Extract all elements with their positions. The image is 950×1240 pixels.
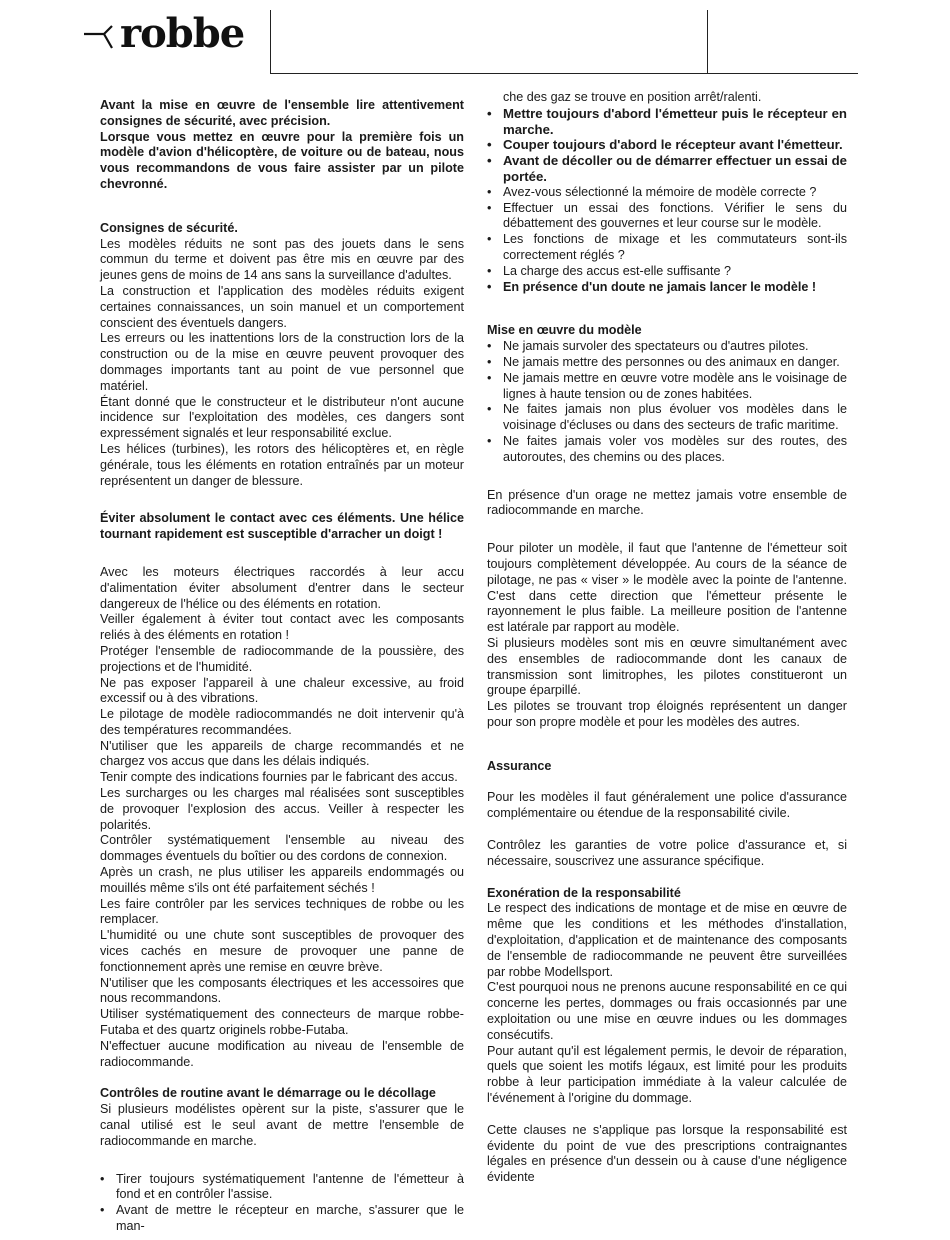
robbe-logo — [82, 10, 245, 57]
list-item: • Mettre toujours d'abord l'émetteur puis le récepteur en marche. — [487, 106, 847, 138]
paragraph: Les surcharges ou les charges mal réalisées sont susceptibles de provoquer l'explosion des accus. Veiller à respecter les polarités. — [100, 786, 464, 832]
checklist — [487, 106, 847, 296]
paragraph: Avec les moteurs électriques raccordés à leur accu d'alimentation éviter absolument d'entrer dans le secteur dangereux de l'hélice ou des éléments en rotation. — [100, 564, 464, 611]
paragraph: Protéger l'ensemble de radiocommande de la poussière, des projections et de l'humidité. — [100, 643, 464, 674]
paragraph: Contrôler systématiquement l'ensemble au niveau des dommages éventuels du boîtier ou des cordons de connexion. — [100, 833, 464, 864]
paragraph: Tenir compte des indications fournies par le fabricant des accus. — [100, 770, 458, 785]
paragraph: Les pilotes se trouvant trop éloignés représentent un danger pour son propre modèle et pour les modèles des autres. — [487, 699, 847, 729]
paragraph: Cette clauses ne s'applique pas lorsque la responsabilité est évidente du point de vue des prescriptions contraignantes légales en présence d'un dessein ou à cause d'une négligence évidente — [487, 1122, 847, 1185]
paragraph: Le pilotage de modèle radiocommandés ne doit intervenir qu'à des températures recommandées. — [100, 707, 464, 737]
list-item: • Tirer toujours systématiquement l'antenne de l'émetteur à fond et en contrôler l'assise. — [100, 1172, 464, 1204]
list-item: • Ne jamais survoler des spectateurs ou d'autres pilotes. — [487, 339, 847, 355]
exo-heading: Exonération de la responsabilité — [487, 885, 681, 900]
list-item: • Ne faites jamais voler vos modèles sur des routes, des autoroutes, des chemins ou des places. — [487, 434, 847, 466]
paragraph: En présence d'un orage ne mettez jamais votre ensemble de radiocommande en marche. — [487, 487, 847, 518]
paragraph: Après un crash, ne plus utiliser les appareils endommagés ou mouillés même s'ils ont été parfaitement séchés ! — [100, 865, 464, 895]
routine-list — [100, 1172, 464, 1235]
list-item: • En présence d'un doute ne jamais lancer le modèle ! — [487, 280, 847, 296]
list-item: • Les fonctions de mixage et les commutateurs sont-ils correctement réglés ? — [487, 232, 847, 264]
paragraph: La construction et l'application des modèles réduits exigent certaines connaissances, un soin manuel et un comportement conscient des éventuels dangers. — [100, 283, 464, 330]
paragraph: Veiller également à éviter tout contact avec les composants reliés à des éléments en rotation ! — [100, 612, 464, 643]
paragraph: Les faire contrôler par les services techniques de robbe ou les remplacer. — [100, 896, 464, 927]
mise-list — [487, 339, 847, 465]
list-item: • Ne faites jamais non plus évoluer vos modèles dans le voisinage d'écluses ou dans des secteurs de trafic maritime. — [487, 402, 847, 434]
header-divider — [270, 10, 271, 74]
paragraph: Le respect des indications de montage et de mise en œuvre de même que les conditions et les méthodes d'installation, d'exploitation, d'application et de maintenance des composants de l'ensemble de radiocommande ne peuvent être surveillées par robbe Modellsport. — [487, 901, 847, 979]
list-item: • Avez-vous sélectionné la mémoire de modèle correcte ? — [487, 185, 847, 201]
paragraph: Étant donné que le constructeur et le distributeur n'ont aucune incidence sur l'exploitation des modèles, ces dangers sont expressément signalés et leur responsabilité exclue. — [100, 394, 464, 441]
warning-text: Éviter absolument le contact avec ces éléments. Une hélice tournant rapidement est susceptible d'arracher un doigt ! — [100, 511, 464, 542]
paragraph: Si plusieurs modèles sont mis en œuvre simultanément avec des ensembles de radiocommande dont les canaux de transmission sont limitrophes, les pilotes constitueront un groupe éparpillé. — [487, 635, 847, 698]
paragraph: N'utiliser que les appareils de charge recommandés et ne chargez vos accus que dans les délais indiqués. — [100, 738, 464, 769]
list-item: • La charge des accus est-elle suffisante ? — [487, 264, 847, 280]
routine-heading: Contrôles de routine avant le démarrage ou le décollage — [100, 1086, 436, 1101]
paragraph: N'utiliser que les composants électriques et les accessoires que nous recommandons. — [100, 975, 464, 1006]
paragraph: Utiliser systématiquement des connecteurs de marque robbe-Futaba et des quartz originels robbe-Futaba. — [100, 1007, 464, 1038]
paragraph: N'effectuer aucune modification au niveau de l'ensemble de radiocommande. — [100, 1038, 464, 1069]
intro-text-2: Lorsque vous mettez en œuvre pour la première fois un modèle d'avion d'hélicoptère, de voiture ou de bateau, nous vous recommandons de vous faire assister par un pilote chevronné. — [100, 129, 464, 191]
paragraph: Ne pas exposer l'appareil à une chaleur excessive, au froid excessif ou à des vibrations. — [100, 675, 464, 706]
header-divider — [707, 10, 708, 74]
intro-text: Avant la mise en œuvre de l'ensemble lire attentivement consignes de sécurité, avec précision. — [100, 98, 464, 128]
list-item: • Ne jamais mettre en œuvre votre modèle ans le voisinage de lignes à haute tension ou de zones habitées. — [487, 371, 847, 403]
paragraph: che des gaz se trouve en position arrêt/ralenti. — [503, 90, 762, 104]
paragraph: Contrôlez les garanties de votre police d'assurance et, si nécessaire, souscrivez une assurance spécifique. — [487, 838, 847, 868]
list-item: • Avant de décoller ou de démarrer effectuer un essai de portée. — [487, 153, 847, 185]
paragraph: Si plusieurs modélistes opèrent sur la piste, s'assurer que le canal utilisé est le seul avant de mettre l'ensemble de radiocommande en marche. — [100, 1102, 464, 1148]
list-item: • Couper toujours d'abord le récepteur avant l'émetteur. — [487, 137, 847, 153]
paragraph: Les modèles réduits ne sont pas des jouets dans le sens commun du terme et doivent pas être mis en œuvre par des jeunes gens de moins de 14 ans sans la surveillance d'adultes. — [100, 236, 464, 283]
paragraph: Pour autant qu'il est légalement permis, le devoir de réparation, quels que soient les motifs légaux, est limité pour les produits robbe à leur participation immédiate à la valeur calculée de l'événement à l'origine du dommage. — [487, 1043, 847, 1106]
list-item: • Avant de mettre le récepteur en marche, s'assurer que le man- — [100, 1203, 464, 1235]
header-rule — [270, 73, 858, 74]
paragraph: Pour les modèles il faut généralement une police d'assurance complémentaire ou étendue de la responsabilité civile. — [487, 790, 847, 821]
left-column — [100, 98, 464, 1235]
security-heading: Consignes de sécurité. — [100, 220, 238, 235]
list-item: • Effectuer un essai des fonctions. Vérifier le sens du débattement des gouvernes et leur course sur le modèle. — [487, 201, 847, 233]
paragraph: Les hélices (turbines), les rotors des hélicoptères et, en règle générale, tous les éléments en rotation entraînés par un moteur représentent un danger de blessure. — [100, 441, 464, 488]
paragraph: C'est pourquoi nous ne prenons aucune responsabilité en ce qui concerne les pertes, dommages ou frais occasionnés par une exploitation ou une mise en œuvre indues ou les dommages consécutifs. — [487, 980, 847, 1042]
paragraph: Les erreurs ou les inattentions lors de la construction lors de la construction ou de la mise en œuvre peuvent provoquer des dommages importants tant au point de vue personnel que matériel. — [100, 331, 464, 393]
right-column — [487, 90, 847, 1186]
list-item: • Ne jamais mettre des personnes ou des animaux en danger. — [487, 355, 847, 371]
mise-heading: Mise en œuvre du modèle — [487, 323, 642, 338]
paragraph: L'humidité ou une chute sont susceptibles de provoquer des vices cachés en mesure de provoquer une panne de fonctionnement après une remise en œuvre brève. — [100, 928, 464, 974]
paragraph: Pour piloter un modèle, il faut que l'antenne de l'émetteur soit toujours complètement développée. Au cours de la séance de pilotage, ne pas « viser » le modèle avec la pointe de l'antenne. C'est dans cette direction que l'émetteur présente le rayonnement le plus faible. La meilleure position de l'antenne est latérale par rapport au modèle. — [487, 541, 847, 635]
robbe-logo-icon — [82, 14, 116, 54]
assurance-heading: Assurance — [487, 758, 552, 773]
logo-wordmark: robbe — [120, 10, 245, 57]
